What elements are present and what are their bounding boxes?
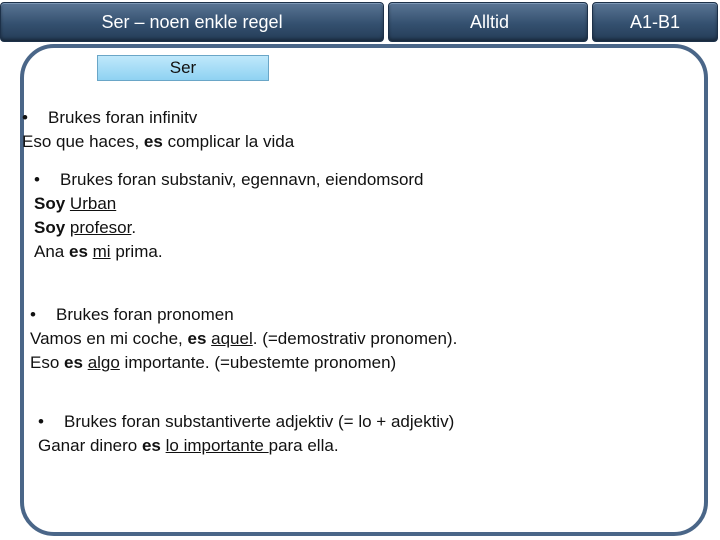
example-line (34, 192, 424, 216)
example-text: . (131, 218, 137, 237)
level-label: A1-B1 (629, 11, 681, 32)
verb-ser: Soy (34, 194, 66, 213)
verb-ser: es (68, 242, 88, 261)
verb-ser: es (187, 329, 207, 348)
rule-block-1 (22, 106, 294, 154)
underlined-word: aquel (211, 329, 253, 348)
example-line (34, 240, 424, 264)
bullet: • (38, 412, 44, 431)
example-text: . (=demostrativ pronomen). (252, 329, 458, 348)
example-text: prima. (110, 242, 163, 261)
example-line (22, 130, 294, 154)
example-text: Eso (30, 353, 65, 372)
rule-block-2 (34, 168, 424, 264)
example-text: Vamos en mi coche, (30, 329, 188, 348)
always-tab (388, 2, 588, 42)
page-title: Ser – noen enkle regel (101, 11, 283, 32)
example-line (30, 351, 457, 375)
section-label-box (97, 55, 269, 81)
rule-block-4 (38, 410, 454, 458)
rule-text: Brukes foran substantiverte adjektiv (= lo + adjektiv) (64, 412, 455, 431)
underlined-word: mi (92, 242, 111, 261)
bullet: • (34, 170, 40, 189)
rule-line (30, 303, 457, 327)
verb-ser: es (64, 353, 83, 372)
underlined-word: algo (87, 353, 120, 372)
example-text: Ganar dinero (38, 436, 142, 455)
underlined-word: lo importante (165, 436, 269, 455)
example-text: Ana (34, 242, 69, 261)
section-label: Ser (169, 58, 197, 77)
example-text: importante. (=ubestemte pronomen) (119, 353, 397, 372)
rule-line (38, 410, 454, 434)
verb-ser: Soy (34, 218, 66, 237)
rule-line (34, 168, 424, 192)
bullet: • (22, 108, 28, 127)
always-label: Alltid (469, 11, 509, 32)
title-tab (0, 2, 384, 42)
verb-ser: es (141, 436, 161, 455)
rule-text: Brukes foran pronomen (56, 305, 234, 324)
underlined-word: profesor (69, 218, 132, 237)
example-text: para ella. (268, 436, 339, 455)
example-line (30, 327, 457, 351)
example-line (38, 434, 454, 458)
bullet: • (30, 305, 36, 324)
example-text: complicar la vida (162, 132, 295, 151)
underlined-word: Urban (69, 194, 117, 213)
rule-block-3 (30, 303, 457, 375)
example-text: Eso que haces, (22, 132, 144, 151)
verb-ser: es (143, 132, 163, 151)
level-tab (592, 2, 718, 42)
rule-text: Brukes foran infinitv (48, 108, 198, 127)
rule-text: Brukes foran substaniv, egennavn, eiendomsord (60, 170, 424, 189)
example-line (34, 216, 424, 240)
rule-line (22, 106, 294, 130)
